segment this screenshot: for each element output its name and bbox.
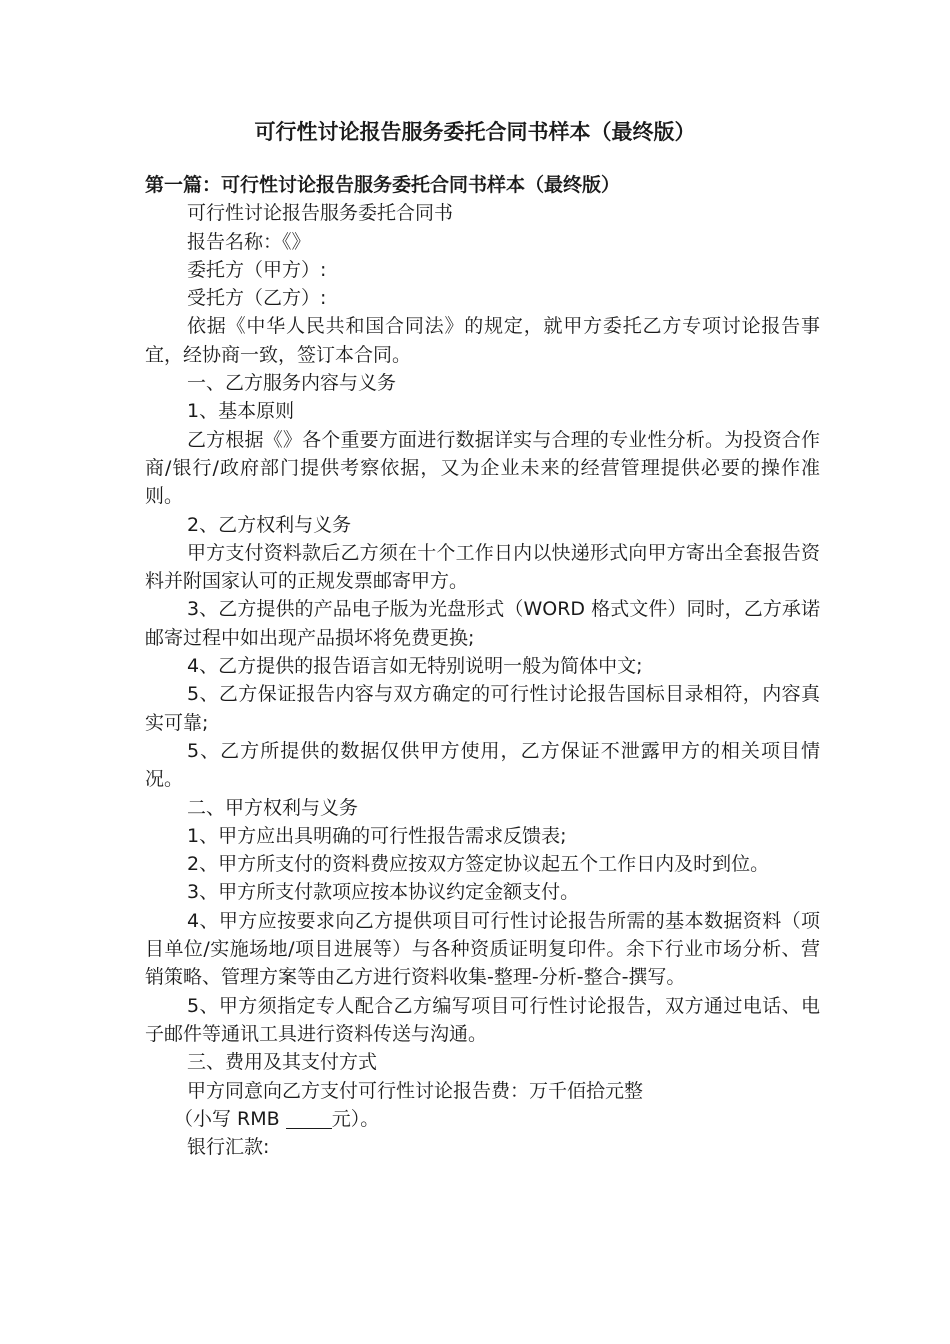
fee-small-suffix: 元）。 — [331, 1107, 380, 1130]
clause-heading-2: 二、甲方权利与义务 — [187, 796, 359, 819]
bank-transfer-line: 银行汇款: — [187, 1136, 270, 1159]
document-body — [145, 171, 820, 1161]
clause-1-4: 4、乙方提供的报告语言如无特别说明一般为简体中文; — [187, 655, 643, 678]
clause-1-2-body: 甲方支付资料款后乙方须在十个工作日内以快递形式向甲方寄出全套报告资料并附国家认可的正规发票邮寄甲方。 — [145, 541, 820, 593]
report-name-line: 报告名称：《》 — [187, 230, 311, 253]
fee-amount-line: 甲方同意向乙方支付可行性讨论报告费：万千佰拾元整 — [187, 1079, 644, 1102]
clause-1-3: 3、乙方提供的产品电子版为光盘形式（WORD 格式文件）同时，乙方承诺邮寄过程中如出现产品损坏将免费更换; — [145, 598, 820, 649]
clause-2-4: 4、甲方应按要求向乙方提供项目可行性讨论报告所需的基本数据资料（项目单位/实施场地/项目进展等）与各种资质证明复印件。余下行业市场分析、营销策略、管理方案等由乙方进行资料收集-整理-分析-整合-撰写。 — [145, 909, 820, 989]
document-title: 可行性讨论报告服务委托合同书样本（最终版） — [254, 120, 696, 144]
clause-1-5b: 5、乙方所提供的数据仅供甲方使用，乙方保证不泄露甲方的相关项目情况。 — [145, 739, 820, 791]
section-heading: 第一篇：可行性讨论报告服务委托合同书样本（最终版） — [145, 174, 621, 196]
clause-1-2-title: 2、乙方权利与义务 — [187, 513, 352, 536]
preamble-paragraph: 依据《中华人民共和国合同法》的规定，就甲方委托乙方专项讨论报告事宜，经协商一致，签订本合同。 — [145, 315, 820, 366]
clause-2-3: 3、甲方所支付款项应按本协议约定金额支付。 — [187, 881, 580, 904]
clause-2-1: 1、甲方应出具明确的可行性报告需求反馈表; — [187, 824, 567, 847]
clause-1-1-body: 乙方根据《》各个重要方面进行数据详实与合理的专业性分析。为投资合作商/银行/政府部门提供考察依据，又为企业未来的经营管理提供必要的操作准则。 — [145, 428, 820, 508]
contract-name-line: 可行性讨论报告服务委托合同书 — [187, 202, 454, 225]
clause-2-2: 2、甲方所支付的资料费应按双方签定协议起五个工作日内及时到位。 — [187, 853, 770, 876]
clause-heading-3: 三、费用及其支付方式 — [187, 1051, 378, 1074]
fee-small-prefix: （小写 RMB — [174, 1107, 280, 1130]
clause-2-5: 5、甲方须指定专人配合乙方编写项目可行性讨论报告，双方通过电话、电子邮件等通讯工具进行资料传送与沟通。 — [145, 994, 820, 1045]
clause-heading-1: 一、乙方服务内容与义务 — [187, 372, 397, 395]
fee-blank — [286, 1108, 332, 1129]
clause-1-5a: 5、乙方保证报告内容与双方确定的可行性讨论报告国标目录相符，内容真实可靠; — [145, 683, 820, 734]
fee-small-line — [145, 1105, 820, 1133]
party-b-line: 受托方（乙方）: — [187, 287, 327, 310]
party-a-line: 委托方（甲方）: — [187, 258, 327, 281]
clause-1-1-title: 1、基本原则 — [187, 400, 295, 423]
